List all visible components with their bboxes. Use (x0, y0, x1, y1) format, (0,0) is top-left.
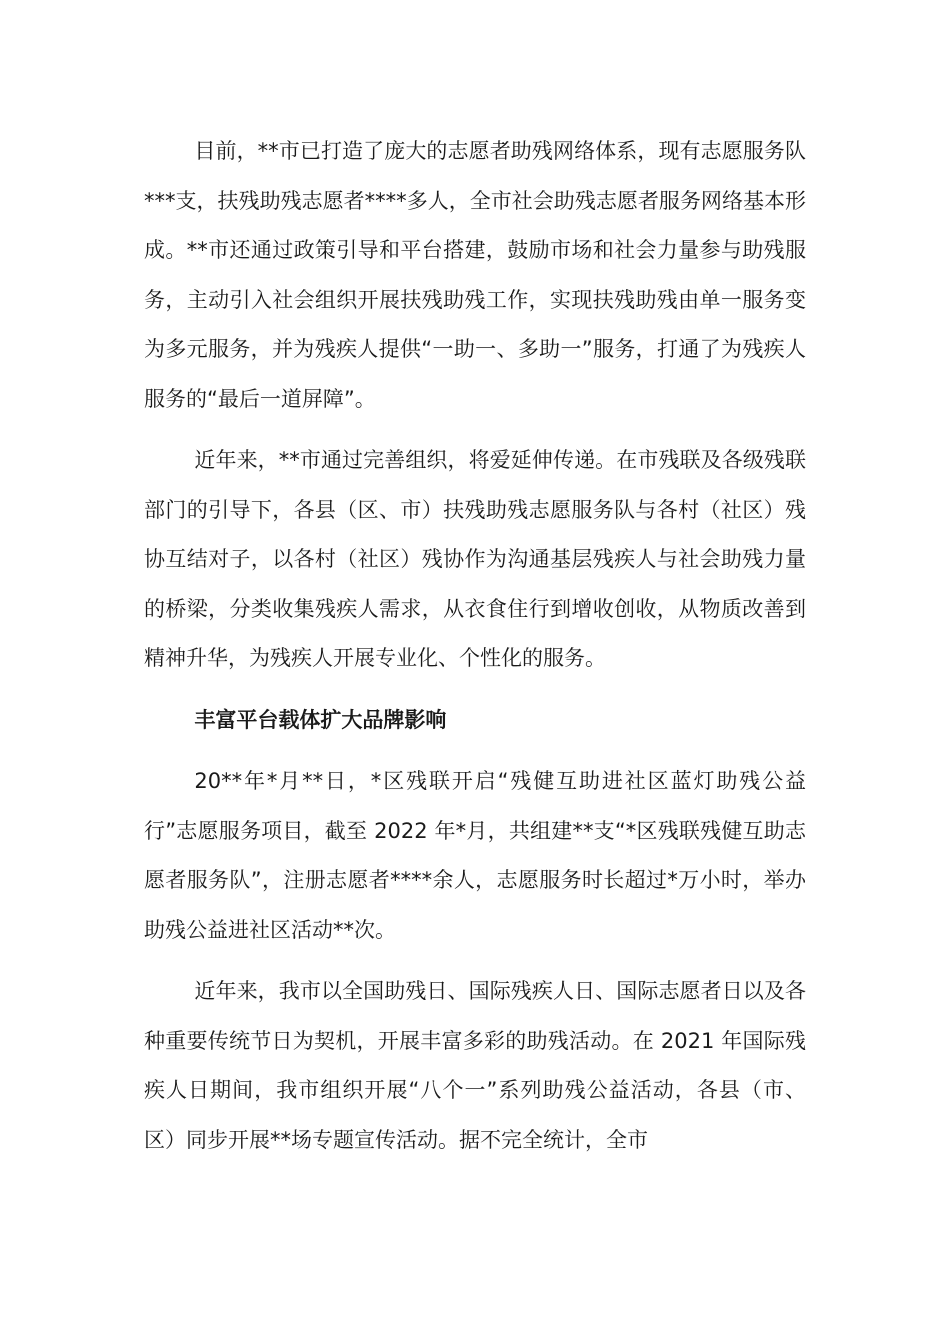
paragraph-activities: 近年来，我市以全国助残日、国际残疾人日、国际志愿者日以及各种重要传统节日为契机，开展丰富多彩的助残活动。在 2021 年国际残疾人日期间，我市组织开展“八个一”系列助残公益活动，各县（市、区）同步开展**场专题宣传活动。据不完全统计，全市 (144, 979, 806, 1152)
paragraph-organization: 近年来，**市通过完善组织，将爱延伸传递。在市残联及各级残联部门的引导下，各县（区、市）扶残助残志愿服务队与各村（社区）残协互结对子，以各村（社区）残协作为沟通基层残疾人与社会助残力量的桥梁，分类收集残疾人需求，从衣食住行到增收创收，从物质改善到精神升华，为残疾人开展专业化、个性化的服务。 (144, 448, 806, 670)
document-body (144, 127, 806, 1177)
paragraph-blue-light-project: 20**年*月**日，*区残联开启“残健互助进社区蓝灯助残公益行”志愿服务项目，截至 2022 年*月，共组建**支“*区残联残健互助志愿者服务队”，注册志愿者****余人，志愿服务时长超过*万小时，举办助残公益进社区活动**次。 (144, 769, 806, 942)
section-heading: 丰富平台载体扩大品牌影响 (194, 707, 447, 732)
paragraph-volunteer-network: 目前，**市已打造了庞大的志愿者助残网络体系，现有志愿服务队***支，扶残助残志愿者****多人，全市社会助残志愿者服务网络基本形成。**市还通过政策引导和平台搭建，鼓励市场和社会力量参与助残服务，主动引入社会组织开展扶残助残工作，实现扶残助残由单一服务变为多元服务，并为残疾人提供“一助一、多助一”服务，打通了为残疾人服务的“最后一道屏障”。 (144, 139, 806, 411)
